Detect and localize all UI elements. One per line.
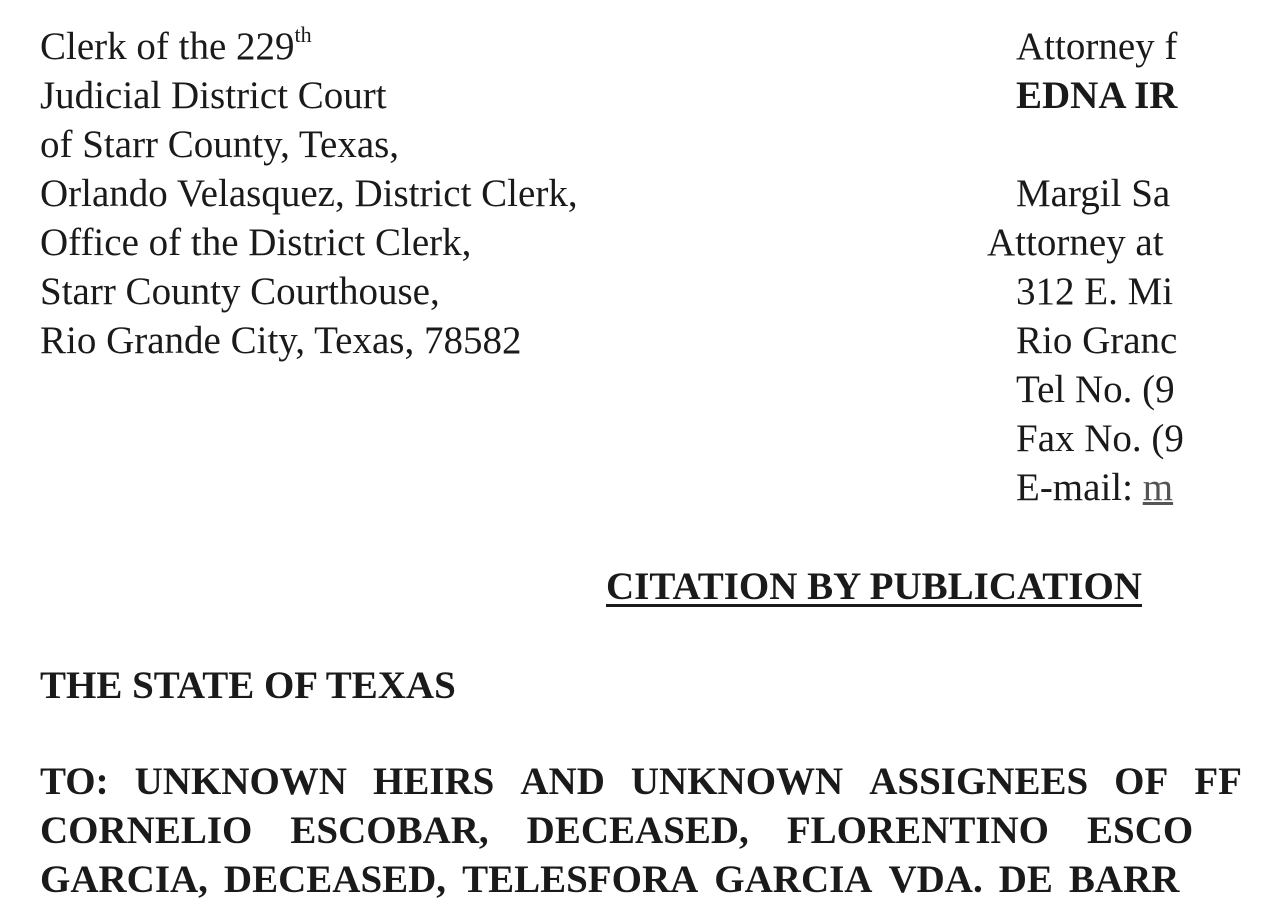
attorney-city: Rio Granc <box>1016 319 1178 362</box>
to-word: FLORENTINO <box>786 809 1050 852</box>
attorney-for: Attorney f <box>1016 25 1178 68</box>
to-line-3 <box>40 855 1268 904</box>
clerk-line-2: Judicial District Court <box>40 74 387 117</box>
to-word: TELESFORA <box>462 858 699 901</box>
to-word: HEIRS <box>372 760 495 803</box>
to-word: ASSIGNEES <box>869 760 1089 803</box>
to-word: ESCO <box>1087 809 1194 852</box>
to-word: DECEASED, <box>526 809 749 852</box>
clerk-line-4: Orlando Velasquez, District Clerk, <box>40 172 578 215</box>
email-label: E-mail: <box>1016 466 1143 509</box>
citation-title: CITATION BY PUBLICATION <box>606 565 1142 608</box>
to-word: DECEASED, <box>223 858 447 901</box>
to-word: TO: <box>40 760 109 803</box>
ordinal-suffix: th <box>294 22 312 47</box>
to-word: UNKNOWN <box>630 760 844 803</box>
attorney-client: EDNA IR <box>1016 74 1178 117</box>
to-line-1 <box>40 757 1268 806</box>
email-link[interactable]: m <box>1142 466 1174 509</box>
to-line-2 <box>40 806 1268 855</box>
to-word: FF <box>1194 760 1242 803</box>
to-word: UNKNOWN <box>134 760 347 803</box>
state-heading: THE STATE OF TEXAS <box>40 664 456 707</box>
to-word: BARR <box>1068 858 1180 901</box>
to-word: DE <box>998 858 1053 901</box>
to-word: CORNELIO <box>40 809 253 852</box>
attorney-street: 312 E. Mi <box>1016 270 1174 313</box>
attorney-spacer <box>987 120 1184 169</box>
clerk-line-6: Starr County Courthouse, <box>40 270 440 313</box>
to-word: GARCIA <box>714 858 873 901</box>
clerk-address-block <box>40 22 578 365</box>
attorney-block <box>987 22 1184 512</box>
attorney-email <box>987 463 1184 512</box>
to-word: GARCIA, <box>40 858 208 901</box>
attorney-fax: Fax No. (9 <box>1016 417 1184 460</box>
attorney-name: Margil Sa <box>1016 172 1171 215</box>
clerk-line-5: Office of the District Clerk, <box>40 221 472 264</box>
to-word: ESCOBAR, <box>290 809 489 852</box>
to-word: AND <box>520 760 605 803</box>
to-word: VDA. <box>888 858 983 901</box>
to-heirs-block <box>40 757 1268 904</box>
clerk-court-number: Clerk of the 229 <box>40 25 295 68</box>
to-word: OF <box>1114 760 1169 803</box>
attorney-title: Attorney at <box>987 221 1164 264</box>
clerk-line-1 <box>40 22 578 71</box>
clerk-line-3: of Starr County, Texas, <box>40 123 400 166</box>
clerk-line-7: Rio Grande City, Texas, 78582 <box>40 319 522 362</box>
attorney-tel: Tel No. (9 <box>1016 368 1175 411</box>
